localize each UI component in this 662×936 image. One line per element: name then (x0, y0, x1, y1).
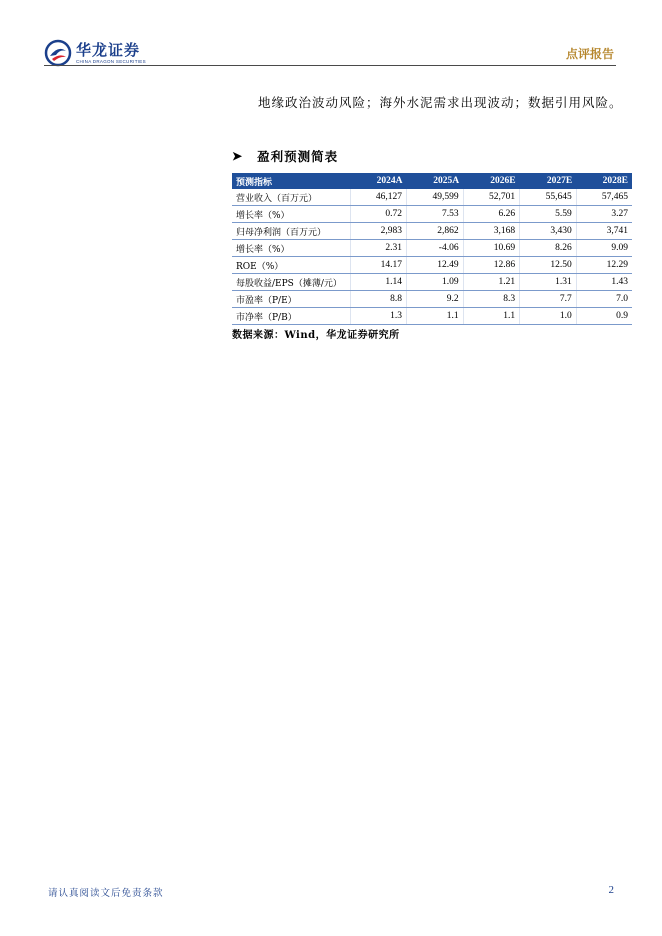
table-cell: 57,465 (576, 189, 632, 206)
table-cell: 7.7 (520, 291, 577, 308)
table-cell: 10.69 (463, 240, 520, 257)
row-label: 增长率（%） (232, 206, 350, 223)
table-cell: 12.50 (520, 257, 577, 274)
table-cell: 46,127 (350, 189, 407, 206)
table-cell: 5.59 (520, 206, 577, 223)
data-source-note: 数据来源：Wind，华龙证券研究所 (232, 330, 400, 341)
table-cell: 3.27 (576, 206, 632, 223)
table-cell: 2.31 (350, 240, 407, 257)
row-label: ROE（%） (232, 257, 350, 274)
column-header: 预测指标 (232, 173, 350, 189)
table-cell: 1.3 (350, 308, 407, 325)
section-title: 盈利预测简表 (257, 149, 339, 164)
column-header: 2025A (407, 173, 464, 189)
table-cell: 9.09 (576, 240, 632, 257)
report-type-label: 点评报告 (565, 47, 614, 61)
table-row (232, 223, 632, 240)
table-cell: 1.21 (463, 274, 520, 291)
row-label: 增长率（%） (232, 240, 350, 257)
table-cell: 55,645 (520, 189, 577, 206)
table-row (232, 189, 632, 206)
table-cell: 12.49 (407, 257, 464, 274)
table-cell: 8.3 (463, 291, 520, 308)
table-row (232, 257, 632, 274)
header-divider (44, 65, 616, 66)
table-cell: 3,741 (576, 223, 632, 240)
table-cell: 12.86 (463, 257, 520, 274)
company-logo (44, 38, 146, 68)
table-cell: 1.1 (463, 308, 520, 325)
table-cell: 2,983 (350, 223, 407, 240)
row-label: 营业收入（百万元） (232, 189, 350, 206)
table-row (232, 274, 632, 291)
table-cell: 1.09 (407, 274, 464, 291)
row-label: 归母净利润（百万元） (232, 223, 350, 240)
table-row (232, 291, 632, 308)
table-cell: 3,430 (520, 223, 577, 240)
table-cell: 7.53 (407, 206, 464, 223)
row-label: 每股收益/EPS（摊薄/元） (232, 274, 350, 291)
table-cell: 0.72 (350, 206, 407, 223)
table-cell: 1.14 (350, 274, 407, 291)
section-heading (232, 147, 338, 165)
column-header: 2027E (520, 173, 577, 189)
table-row (232, 206, 632, 223)
table-cell: 0.9 (576, 308, 632, 325)
row-label: 市盈率（P/E） (232, 291, 350, 308)
table-row (232, 240, 632, 257)
column-header: 2024A (350, 173, 407, 189)
forecast-table (232, 173, 632, 325)
table-cell: 3,168 (463, 223, 520, 240)
table-cell: 8.26 (520, 240, 577, 257)
table-cell: 1.1 (407, 308, 464, 325)
company-name-en: CHINA DRAGON SECURITIES (76, 58, 146, 64)
column-header: 2028E (576, 173, 632, 189)
table-row (232, 308, 632, 325)
table-cell: 1.31 (520, 274, 577, 291)
table-header-row (232, 173, 632, 189)
table-cell: 2,862 (407, 223, 464, 240)
company-name-cn: 华龙证券 (76, 40, 141, 59)
page-number: 2 (608, 884, 614, 896)
table-cell: 9.2 (407, 291, 464, 308)
table-cell: 12.29 (576, 257, 632, 274)
table-cell: 49,599 (407, 189, 464, 206)
dragon-logo-icon (44, 39, 72, 67)
footer-disclaimer: 请认真阅读文后免责条款 (48, 888, 164, 899)
column-header: 2026E (463, 173, 520, 189)
table-cell: 1.0 (520, 308, 577, 325)
table-cell: 52,701 (463, 189, 520, 206)
arrow-bullet-icon: ➤ (232, 149, 244, 163)
table-cell: 8.8 (350, 291, 407, 308)
table-cell: 6.26 (463, 206, 520, 223)
table-cell: -4.06 (407, 240, 464, 257)
table-cell: 14.17 (350, 257, 407, 274)
table-cell: 7.0 (576, 291, 632, 308)
risk-text: 地缘政治波动风险；海外水泥需求出现波动；数据引用风险。 (258, 95, 623, 110)
table-cell: 1.43 (576, 274, 632, 291)
row-label: 市净率（P/B） (232, 308, 350, 325)
